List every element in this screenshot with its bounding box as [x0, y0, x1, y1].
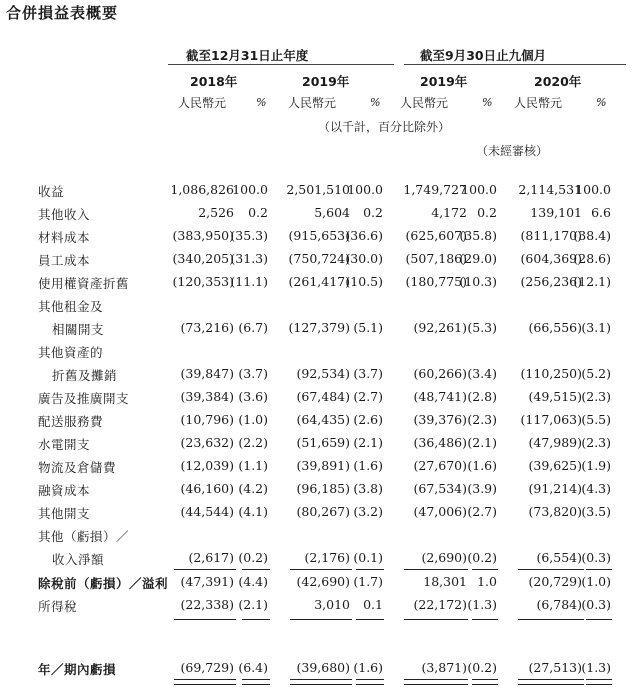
row-label: 年／期內虧損	[38, 662, 117, 677]
cell: (1.0)	[581, 574, 611, 589]
cell: (69,729)	[180, 660, 234, 675]
row-label: 其他收入	[38, 207, 91, 222]
cell: (2,176)	[304, 550, 350, 565]
table-row	[0, 317, 640, 340]
year-2018-label: 2018年	[190, 74, 238, 89]
cell: (340,205)	[172, 251, 234, 266]
cell: 1,749,727	[403, 182, 467, 197]
subtotal-rule	[242, 569, 270, 570]
row-label: 使用權資產折舊	[38, 276, 130, 291]
cell: (11.1)	[230, 274, 268, 289]
cell: (20,729)	[528, 574, 582, 589]
cell: (1.6)	[467, 458, 497, 473]
cell: (1.9)	[581, 458, 611, 473]
cell: (39,847)	[180, 366, 234, 381]
cell: (80,267)	[296, 504, 350, 519]
cell: (3.2)	[353, 504, 383, 519]
row-label: 員工成本	[38, 253, 91, 268]
cell: 0.2	[248, 205, 268, 220]
cell: (2.3)	[467, 412, 497, 427]
percent-label-2: %	[370, 96, 381, 109]
total-double-rule	[586, 679, 612, 685]
row-label: 廣告及推廣開支	[38, 391, 130, 406]
cell: (3.6)	[238, 389, 268, 404]
cell: (27,513)	[528, 660, 582, 675]
cell: (3.7)	[353, 366, 383, 381]
cell: (3.9)	[467, 481, 497, 496]
cell: 2,114,531	[518, 182, 582, 197]
total-double-rule	[174, 679, 236, 685]
year-header-rule	[168, 64, 394, 65]
cell: 2,501,510	[286, 182, 350, 197]
cell: 100.0	[232, 182, 268, 197]
cell: (6.7)	[238, 320, 268, 335]
cell: (2,690)	[421, 550, 467, 565]
cell: (383,950)	[172, 228, 234, 243]
nine-month-2020-label: 2020年	[534, 74, 582, 89]
cell: (1.6)	[353, 458, 383, 473]
cell: (66,556)	[528, 320, 582, 335]
cell: (1.6)	[353, 660, 383, 675]
cell: (0.2)	[238, 550, 268, 565]
table-row	[0, 571, 640, 594]
row-label-continued: 折舊及攤銷	[52, 368, 118, 383]
cell: (1.0)	[238, 412, 268, 427]
cell: (915,653)	[288, 228, 350, 243]
row-label: 材料成本	[38, 230, 91, 245]
cell: (10.3)	[459, 274, 497, 289]
cell: (36,486)	[413, 435, 467, 450]
cell: (39,625)	[528, 458, 582, 473]
page-title: 合併損益表概要	[6, 4, 119, 22]
cell: (4.2)	[238, 481, 268, 496]
row-label: 其他租金及	[38, 299, 104, 314]
cell: (1.3)	[467, 597, 497, 612]
cell: 6.6	[591, 205, 611, 220]
cell: (5.2)	[581, 366, 611, 381]
cell: (6,784)	[536, 597, 582, 612]
cell: 1.0	[477, 574, 497, 589]
percent-label-1: %	[256, 96, 267, 109]
cell: (4.1)	[238, 504, 268, 519]
cell: (31.3)	[230, 251, 268, 266]
cell: (3.8)	[353, 481, 383, 496]
cell: (36.6)	[345, 228, 383, 243]
cell: (30.0)	[345, 251, 383, 266]
cell: (23,632)	[180, 435, 234, 450]
cell: (12,039)	[180, 458, 234, 473]
nine-month-header-rule	[404, 64, 626, 65]
cell: (46,160)	[180, 481, 234, 496]
row-label: 收益	[38, 184, 65, 199]
cell: (92,534)	[296, 366, 350, 381]
total-rule	[356, 619, 384, 620]
row-label: 物流及倉儲費	[38, 460, 117, 475]
cell: (48,741)	[413, 389, 467, 404]
cell: 100.0	[461, 182, 497, 197]
total-rule	[174, 619, 236, 620]
cell: (811,170)	[520, 228, 582, 243]
cell: (604,369)	[520, 251, 582, 266]
cell: (3.7)	[238, 366, 268, 381]
cell: 3,010	[314, 597, 350, 612]
cell: (10,796)	[180, 412, 234, 427]
total-double-rule	[290, 679, 352, 685]
currency-label-2: 人民幣元	[288, 96, 337, 110]
cell: (5.1)	[353, 320, 383, 335]
cell: (110,250)	[520, 366, 582, 381]
table-row-label-line	[0, 294, 640, 317]
total-double-rule	[404, 679, 468, 685]
cell: (6.4)	[238, 660, 268, 675]
table-row	[0, 455, 640, 478]
table-row-total	[0, 657, 640, 680]
cell: (28.6)	[573, 251, 611, 266]
cell: (507,186)	[405, 251, 467, 266]
cell: (5.3)	[467, 320, 497, 335]
cell: (49,515)	[528, 389, 582, 404]
currency-label-3: 人民幣元	[400, 96, 449, 110]
table-row	[0, 478, 640, 501]
percent-label-3: %	[482, 96, 493, 109]
year-2019-label: 2019年	[302, 74, 350, 89]
table-row	[0, 363, 640, 386]
cell: (2.1)	[467, 435, 497, 450]
nine-month-header: 截至9月30日止九個月	[420, 48, 547, 63]
cell: (22,172)	[413, 597, 467, 612]
cell: (51,659)	[296, 435, 350, 450]
table-row	[0, 432, 640, 455]
cell: 100.0	[575, 182, 611, 197]
cell: (6,554)	[536, 550, 582, 565]
row-label-continued: 相關開支	[52, 322, 105, 337]
cell: (3.4)	[467, 366, 497, 381]
table-row	[0, 225, 640, 248]
cell: (92,261)	[413, 320, 467, 335]
cell: (4.4)	[238, 574, 268, 589]
cell: (0.3)	[581, 597, 611, 612]
currency-label-1: 人民幣元	[178, 96, 227, 110]
total-double-rule	[242, 679, 270, 685]
total-double-rule	[356, 679, 384, 685]
subtotal-rule	[174, 569, 236, 570]
cell: (2.1)	[238, 597, 268, 612]
cell: 1,086,826	[170, 182, 234, 197]
cell: (3.5)	[581, 504, 611, 519]
cell: (73,820)	[528, 504, 582, 519]
table-row	[0, 409, 640, 432]
table-row	[0, 547, 640, 570]
subtotal-rule	[472, 569, 498, 570]
cell: (2.7)	[467, 504, 497, 519]
table-row-label-line	[0, 340, 640, 363]
cell: (117,063)	[520, 412, 582, 427]
subtotal-rule	[518, 569, 584, 570]
cell: (39,891)	[296, 458, 350, 473]
row-label: 配送服務費	[38, 414, 104, 429]
total-rule	[404, 619, 468, 620]
cell: (47,006)	[413, 504, 467, 519]
year-ended-header: 截至12月31日止年度	[186, 48, 309, 63]
cell: (42,690)	[296, 574, 350, 589]
subtotal-rule	[356, 569, 384, 570]
cell: (47,391)	[180, 574, 234, 589]
cell: (2.1)	[353, 435, 383, 450]
cell: 2,526	[198, 205, 234, 220]
cell: (625,607)	[405, 228, 467, 243]
table-row-label-line	[0, 524, 640, 547]
cell: (3.1)	[581, 320, 611, 335]
row-label: 其他（虧損）／	[38, 529, 130, 544]
percent-label-4: %	[596, 96, 607, 109]
row-label: 其他資產的	[38, 345, 104, 360]
cell: 18,301	[423, 574, 467, 589]
currency-label-4: 人民幣元	[514, 96, 563, 110]
cell: (5.5)	[581, 412, 611, 427]
cell: (67,534)	[413, 481, 467, 496]
total-rule	[518, 619, 584, 620]
cell: (261,417)	[288, 274, 350, 289]
cell: (35.8)	[459, 228, 497, 243]
cell: (0.3)	[581, 550, 611, 565]
total-double-rule	[472, 679, 498, 685]
cell: (2.7)	[353, 389, 383, 404]
cell: (2.3)	[581, 435, 611, 450]
row-label: 融資成本	[38, 483, 91, 498]
cell: (44,544)	[180, 504, 234, 519]
cell: (96,185)	[296, 481, 350, 496]
subtotal-rule	[586, 569, 612, 570]
table-row	[0, 501, 640, 524]
row-label-continued: 收入淨額	[52, 552, 105, 567]
cell: (29.0)	[459, 251, 497, 266]
cell: (0.1)	[353, 550, 383, 565]
cell: (4.3)	[581, 481, 611, 496]
row-label: 其他開支	[38, 506, 91, 521]
cell: (73,216)	[180, 320, 234, 335]
cell: (750,724)	[288, 251, 350, 266]
total-rule	[290, 619, 352, 620]
cell: 100.0	[347, 182, 383, 197]
cell: (0.2)	[467, 660, 497, 675]
cell: (12.1)	[573, 274, 611, 289]
total-double-rule	[518, 679, 584, 685]
cell: (2.3)	[581, 389, 611, 404]
cell: (67,484)	[296, 389, 350, 404]
cell: (1.1)	[238, 458, 268, 473]
cell: (180,775)	[405, 274, 467, 289]
unaudited-note: （未經審核）	[476, 144, 549, 158]
cell: (60,266)	[413, 366, 467, 381]
cell: (3,871)	[421, 660, 467, 675]
row-label: 除稅前（虧損）／溢利	[38, 576, 169, 591]
cell: (1.3)	[581, 660, 611, 675]
cell: (10.5)	[345, 274, 383, 289]
total-rule	[242, 619, 270, 620]
cell: 4,172	[431, 205, 467, 220]
cell: (64,435)	[296, 412, 350, 427]
cell: (256,236)	[520, 274, 582, 289]
unit-note: （以千計，百分比除外）	[318, 120, 451, 134]
cell: 139,101	[530, 205, 582, 220]
cell: 5,604	[314, 205, 350, 220]
cell: 0.2	[363, 205, 383, 220]
cell: (35.3)	[230, 228, 268, 243]
cell: (39,680)	[296, 660, 350, 675]
table-row	[0, 594, 640, 617]
cell: (38.4)	[573, 228, 611, 243]
total-rule	[472, 619, 498, 620]
cell: (2.2)	[238, 435, 268, 450]
total-rule	[586, 619, 612, 620]
cell: (22,338)	[180, 597, 234, 612]
cell: (47,989)	[528, 435, 582, 450]
table-row	[0, 179, 640, 202]
cell: (27,670)	[413, 458, 467, 473]
cell: (91,214)	[528, 481, 582, 496]
row-label: 所得稅	[38, 599, 78, 614]
subtotal-rule	[290, 569, 352, 570]
cell: (39,384)	[180, 389, 234, 404]
cell: (2,617)	[188, 550, 234, 565]
cell: 0.1	[363, 597, 383, 612]
cell: 0.2	[477, 205, 497, 220]
cell: (2.8)	[467, 389, 497, 404]
cell: (2.6)	[353, 412, 383, 427]
table-row	[0, 271, 640, 294]
cell: (1.7)	[353, 574, 383, 589]
cell: (0.2)	[467, 550, 497, 565]
table-row	[0, 248, 640, 271]
cell: (127,379)	[288, 320, 350, 335]
table-row	[0, 386, 640, 409]
table-row	[0, 202, 640, 225]
subtotal-rule	[404, 569, 468, 570]
row-label: 水電開支	[38, 437, 91, 452]
cell: (39,376)	[413, 412, 467, 427]
cell: (120,353)	[172, 274, 234, 289]
nine-month-2019-label: 2019年	[420, 74, 468, 89]
